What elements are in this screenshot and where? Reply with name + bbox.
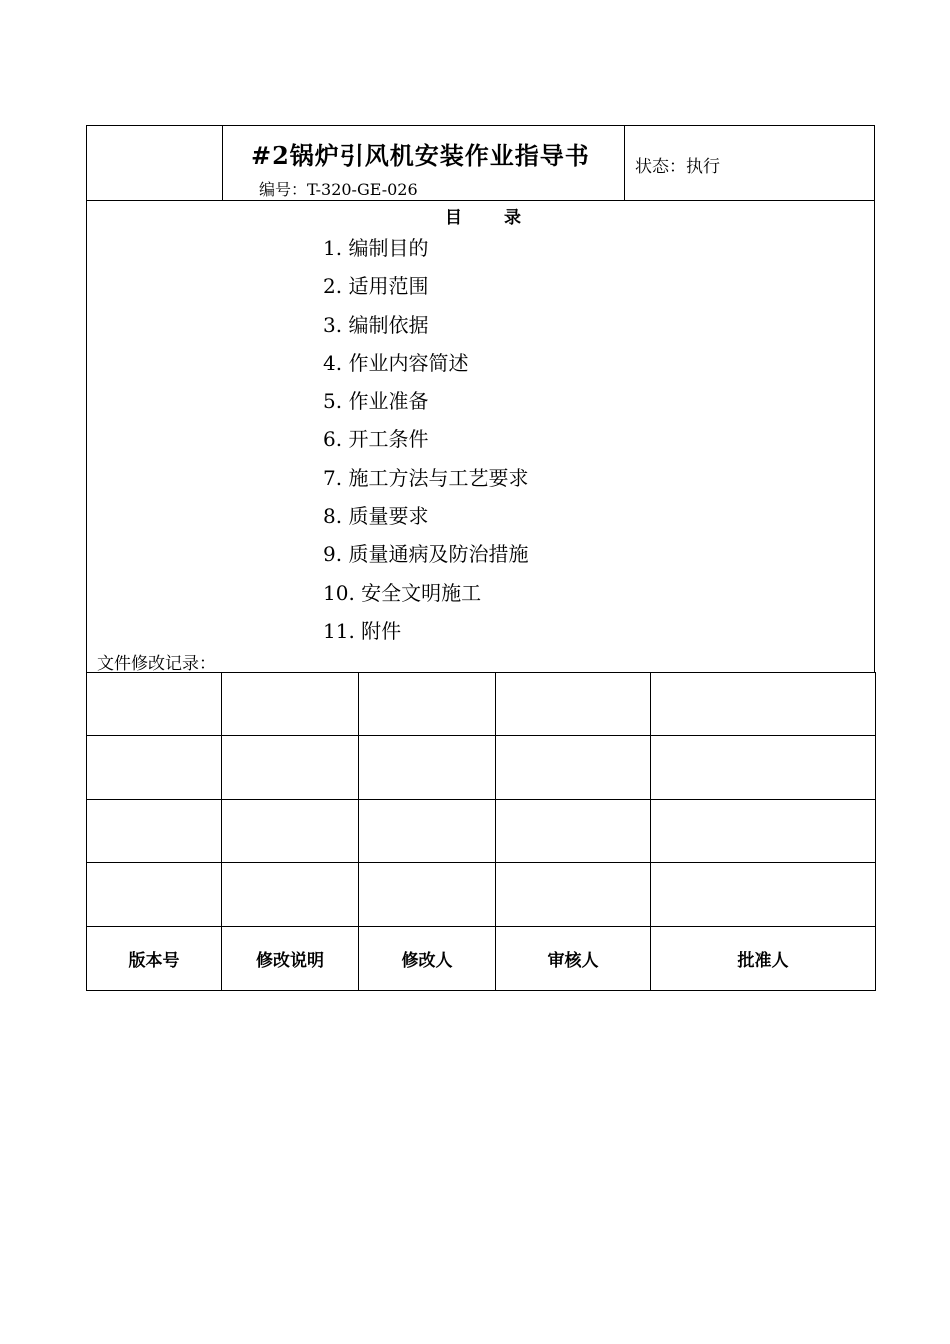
toc-item: 2. 适用范围 — [323, 274, 429, 299]
toc-item: 11. 附件 — [323, 618, 402, 643]
table-cell — [222, 863, 359, 926]
table-cell — [496, 736, 651, 799]
toc-item: 4. 作业内容简述 — [323, 350, 469, 375]
table-cell — [87, 673, 222, 736]
document-status: 状态：执行 — [635, 157, 720, 177]
document-title: #2锅炉引风机安装作业指导书 — [251, 141, 590, 170]
toc-item: 8. 质量要求 — [323, 504, 429, 529]
column-approver: 批准人 — [651, 926, 876, 990]
table-cell — [359, 736, 496, 799]
table-cell — [651, 863, 876, 926]
toc-heading — [445, 203, 521, 228]
table-cell — [222, 799, 359, 862]
table-row — [87, 736, 876, 799]
column-change-description: 修改说明 — [222, 926, 359, 990]
table-cell — [359, 863, 496, 926]
toc-heading-left: 目 — [445, 208, 462, 228]
toc-heading-right: 录 — [504, 208, 521, 228]
table-cell — [222, 736, 359, 799]
revision-record-label: 文件修改记录： — [97, 654, 216, 674]
table-cell — [496, 673, 651, 736]
table-cell — [651, 799, 876, 862]
header-divider — [624, 126, 625, 200]
table-footer-row — [87, 926, 876, 990]
table-of-contents — [86, 200, 875, 673]
table-cell — [222, 673, 359, 736]
table-cell — [496, 799, 651, 862]
document-header — [86, 125, 875, 201]
table-cell — [87, 799, 222, 862]
column-version: 版本号 — [87, 926, 222, 990]
table-cell — [359, 673, 496, 736]
table-row — [87, 863, 876, 926]
table-cell — [651, 673, 876, 736]
column-reviewer: 审核人 — [496, 926, 651, 990]
toc-item: 10. 安全文明施工 — [323, 580, 482, 605]
toc-item: 1. 编制目的 — [323, 236, 429, 260]
header-divider — [222, 126, 223, 200]
table-cell — [87, 736, 222, 799]
toc-item: 6. 开工条件 — [323, 427, 429, 452]
toc-list — [323, 234, 528, 655]
table-cell — [496, 863, 651, 926]
table-cell — [651, 736, 876, 799]
table-cell — [359, 799, 496, 862]
revision-table — [86, 672, 876, 991]
table-row — [87, 799, 876, 862]
toc-item: 9. 质量通病及防治措施 — [323, 542, 529, 567]
table-cell — [87, 863, 222, 926]
table-row — [87, 673, 876, 736]
toc-item: 5. 作业准备 — [323, 389, 429, 414]
toc-item: 7. 施工方法与工艺要求 — [323, 465, 529, 490]
toc-item: 3. 编制依据 — [323, 312, 429, 337]
column-modifier: 修改人 — [359, 926, 496, 990]
document-code: 编号：T-320-GE-026 — [259, 180, 418, 199]
